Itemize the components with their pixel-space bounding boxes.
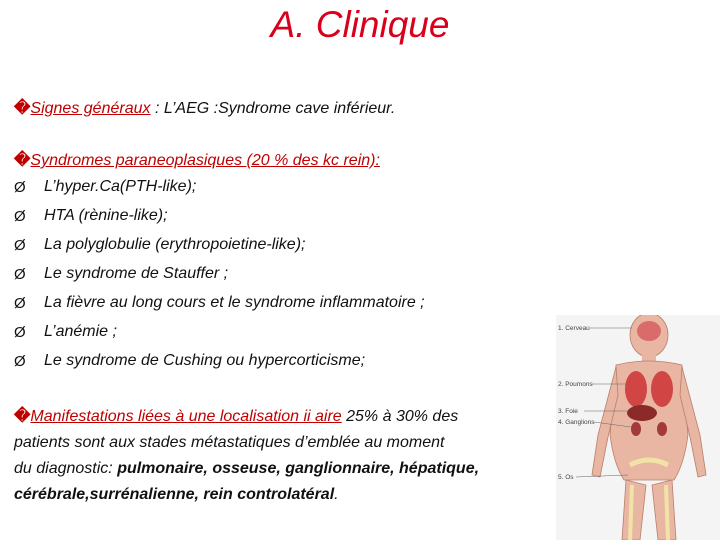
signes-line	[14, 98, 395, 118]
manifestations-line-4	[14, 482, 539, 508]
manifestations-line-1	[14, 404, 539, 430]
metastasis-sites-1: pulmonaire, osseuse, ganglionnaire, hépatique,	[117, 460, 480, 477]
metastasis-sites-2: cérébrale,surrénalienne, rein controlatéral	[14, 486, 335, 503]
list-item: La polyglobulie (erythropoietine-like);	[44, 236, 306, 253]
arrow-bullet-icon: Ø	[14, 324, 26, 341]
anatomy-figure	[556, 315, 720, 540]
list-item: HTA (rènine-like);	[44, 207, 168, 224]
list-item: L’hyper.Ca(PTH-like);	[44, 178, 197, 195]
figure-label: 3. Foie	[558, 408, 578, 415]
arrow-bullet-icon: Ø	[14, 353, 26, 370]
manifestations-label: Manifestations liées à une localisation ii aire	[30, 408, 342, 425]
figure-label: 4. Ganglions	[558, 419, 595, 426]
signes-text: : L’AEG :Syndrome cave inférieur.	[150, 100, 396, 117]
manifestations-line-2: patients sont aux stades métastatiques d’emblée au moment	[14, 434, 445, 451]
arrow-bullet-icon: Ø	[14, 179, 26, 196]
arrow-bullet-icon: Ø	[14, 237, 26, 254]
arrow-bullet-icon: Ø	[14, 266, 26, 283]
bullet-icon: �	[14, 152, 31, 169]
list-item: L’anémie ;	[44, 323, 117, 340]
diagnostic-prefix: du diagnostic:	[14, 460, 118, 477]
figure-label: 5. Os	[558, 474, 574, 481]
signes-label: Signes généraux	[30, 100, 151, 117]
page-title: A. Clinique	[270, 4, 450, 45]
manifestations-line-3	[14, 456, 539, 482]
bullet-icon: �	[14, 408, 31, 425]
syndromes-header	[14, 150, 380, 170]
manifestations-text: 25% à 30% des	[341, 408, 459, 425]
period: .	[334, 486, 339, 503]
list-item: La fièvre au long cours et le syndrome inflammatoire ;	[44, 294, 425, 311]
list-item: Le syndrome de Stauffer ;	[44, 265, 229, 282]
body-illustration	[556, 315, 720, 540]
figure-label: 1. Cerveau	[558, 325, 590, 332]
bullet-icon: �	[14, 100, 31, 117]
manifestations-paragraph	[14, 404, 539, 508]
arrow-bullet-icon: Ø	[14, 295, 26, 312]
arrow-bullet-icon: Ø	[14, 208, 26, 225]
figure-label: 2. Poumons	[558, 381, 593, 388]
list-item: Le syndrome de Cushing ou hypercorticisme;	[44, 352, 366, 369]
syndromes-label: Syndromes paraneoplasiques (20 % des kc rein):	[30, 152, 380, 169]
